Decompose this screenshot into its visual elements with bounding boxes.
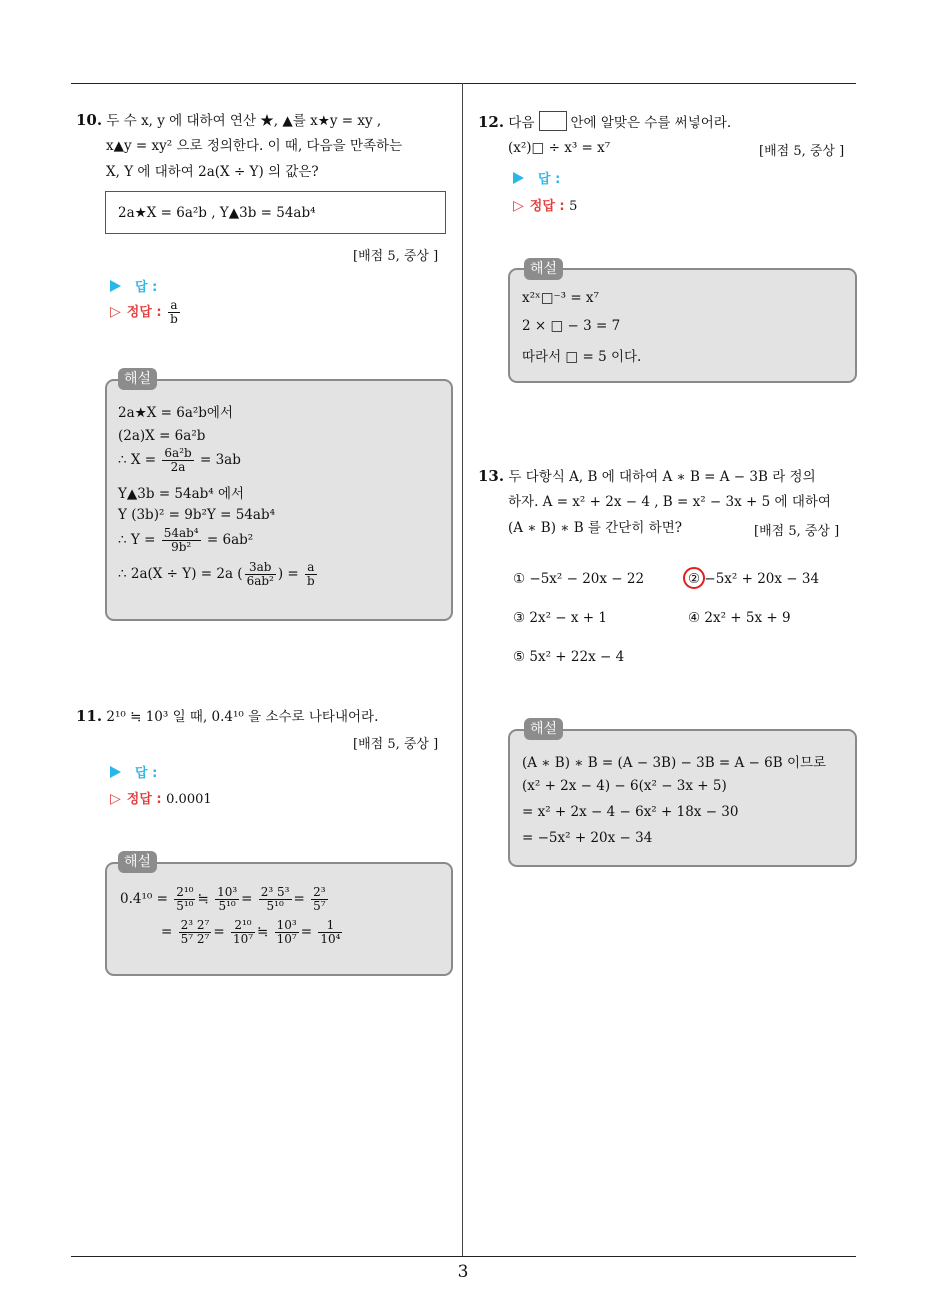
- answer-label: 답 :: [135, 280, 158, 295]
- solution-line: (A ∗ B) ∗ B = (A − 3B) − 3B = A − 6B 이므로: [522, 755, 827, 771]
- correct-answer-row: [110, 788, 212, 807]
- condition-box: [105, 191, 446, 234]
- solution-line: Y (3b)² = 9b²Y = 54ab⁴: [118, 507, 276, 523]
- correct-answer-row: [513, 195, 577, 214]
- blank-box: [539, 111, 567, 131]
- play-triangle-icon: [513, 172, 524, 184]
- solution-tag: 해설: [118, 851, 157, 873]
- solution-line: (x² + 2x − 4) − 6(x² − 3x + 5): [522, 778, 727, 794]
- solution-line: = x² + 2x − 4 − 6x² + 18x − 30: [522, 804, 739, 820]
- score-label: [배점 5, 중상 ]: [759, 144, 845, 159]
- question-text: 다음: [508, 115, 535, 131]
- solution-line: x²ˣ□⁻³ = x⁷: [522, 290, 599, 306]
- question-text: 하자. A = x² + 2x − 4 , B = x² − 3x + 5 에 대하여: [508, 494, 831, 510]
- question-text: (A ∗ B) ∗ B 를 간단히 하면?: [508, 520, 682, 536]
- correct-answer-row: [110, 299, 182, 326]
- solution-line: 2 × □ − 3 = 7: [522, 318, 621, 334]
- answer-label: 답 :: [135, 766, 158, 781]
- solution-line: = $\frac{\text{2³ 2⁷}}{\text{5⁷ 2⁷}}$ = $\frac{\text{2¹⁰}}{\text{10⁷}}$ ≒ $\frac{\text{10³}}{\text{10⁷}}$ = $\frac{1}{\text{10⁴}}$: [161, 918, 341, 946]
- question-expression: (x²)□ ÷ x³ = x⁷: [508, 140, 611, 156]
- top-rule: [71, 83, 856, 84]
- solution-line: (2a)X = 6a²b: [118, 428, 206, 444]
- solution-line: ∴ 2a(X ÷ Y) = 2a ( $\frac{3ab}{\text{6ab²}}$ ) = $\frac{a}{b}$: [118, 560, 315, 588]
- solution-line: ∴ X = $\frac{\text{6a²b}}{2a}$ = 3ab: [118, 446, 241, 474]
- solution-line: ∴ Y = $\frac{\text{54ab⁴}}{\text{9b²}}$ = 6ab²: [118, 526, 254, 554]
- outline-triangle-icon: ▷: [110, 304, 121, 320]
- bottom-rule: [71, 1256, 856, 1257]
- question-text: 2¹⁰ ≒ 10³ 일 때, 0.4¹⁰ 을 소수로 나타내어라.: [106, 709, 379, 725]
- question-text: X, Y 에 대하여 2a(X ÷ Y) 의 값은?: [106, 164, 319, 180]
- solution-tag: 해설: [118, 368, 157, 390]
- play-triangle-icon: [110, 280, 121, 292]
- play-triangle-icon: [110, 766, 121, 778]
- correct-fraction: $\frac{a}{b}$: [170, 298, 178, 326]
- correct-label: 정답 :: [126, 305, 162, 320]
- condition-text: 2a★X = 6a²b , Y▲3b = 54ab⁴: [118, 205, 316, 221]
- correct-value: 5: [569, 199, 578, 214]
- solution-line: Y▲3b = 54ab⁴ 에서: [118, 486, 245, 502]
- choice-5[interactable]: ⑤ 5x² + 22x − 4: [513, 649, 625, 665]
- choice-1[interactable]: ① −5x² − 20x − 22: [513, 571, 645, 587]
- question-number: 11.: [76, 707, 103, 725]
- choice-4[interactable]: ④ 2x² + 5x + 9: [688, 610, 791, 626]
- question-number: 10.: [76, 111, 103, 129]
- solution-box: [508, 268, 857, 383]
- solution-box: [105, 862, 453, 976]
- outline-triangle-icon: ▷: [110, 791, 121, 807]
- solution-box: [105, 379, 453, 621]
- column-divider: [462, 83, 463, 1256]
- solution-line: 2a★X = 6a²b에서: [118, 405, 234, 421]
- page-number: 3: [457, 1262, 469, 1282]
- question-text: x▲y = xy² 으로 정의한다. 이 때, 다음을 만족하는: [106, 138, 403, 154]
- correct-label: 정답 :: [126, 792, 162, 807]
- solution-tag: 해설: [524, 258, 563, 280]
- answer-label: 답 :: [538, 172, 561, 187]
- question-number: 12.: [478, 113, 505, 131]
- answer-row: [513, 168, 560, 187]
- score-label: [배점 5, 중상 ]: [353, 737, 439, 752]
- solution-line: 따라서 □ = 5 이다.: [522, 349, 642, 365]
- solution-box: [508, 729, 857, 867]
- question-number: 13.: [478, 467, 505, 485]
- outline-triangle-icon: ▷: [513, 198, 524, 214]
- correct-value: 0.0001: [166, 792, 212, 807]
- choice-3[interactable]: ③ 2x² − x + 1: [513, 610, 607, 626]
- question-text: 안에 알맞은 수를 써넣어라.: [570, 115, 732, 131]
- score-label: [배점 5, 중상 ]: [754, 524, 840, 539]
- question-text: 두 다항식 A, B 에 대하여 A ∗ B = A − 3B 라 정의: [508, 469, 816, 485]
- solution-line: 0.4¹⁰ = $\frac{\text{2¹⁰}}{\text{5¹⁰}}$ ≒ $\frac{\text{10³}}{\text{5¹⁰}}$ = $\frac{\text{2³ 5³}}{\text{5¹⁰}}$ = $\frac{\text{2³}}{\text{5⁷}}$: [120, 885, 326, 913]
- score-label: [배점 5, 중상 ]: [353, 249, 439, 264]
- question-text: 두 수 x, y 에 대하여 연산 ★, ▲를 x★y = xy ,: [106, 113, 382, 129]
- solution-tag: 해설: [524, 718, 563, 740]
- correct-label: 정답 :: [529, 199, 565, 214]
- solution-line: = −5x² + 20x − 34: [522, 830, 653, 846]
- choice-2[interactable]: ② −5x² + 20x − 34: [688, 571, 820, 587]
- answer-row: [110, 762, 157, 781]
- answer-row: [110, 276, 157, 295]
